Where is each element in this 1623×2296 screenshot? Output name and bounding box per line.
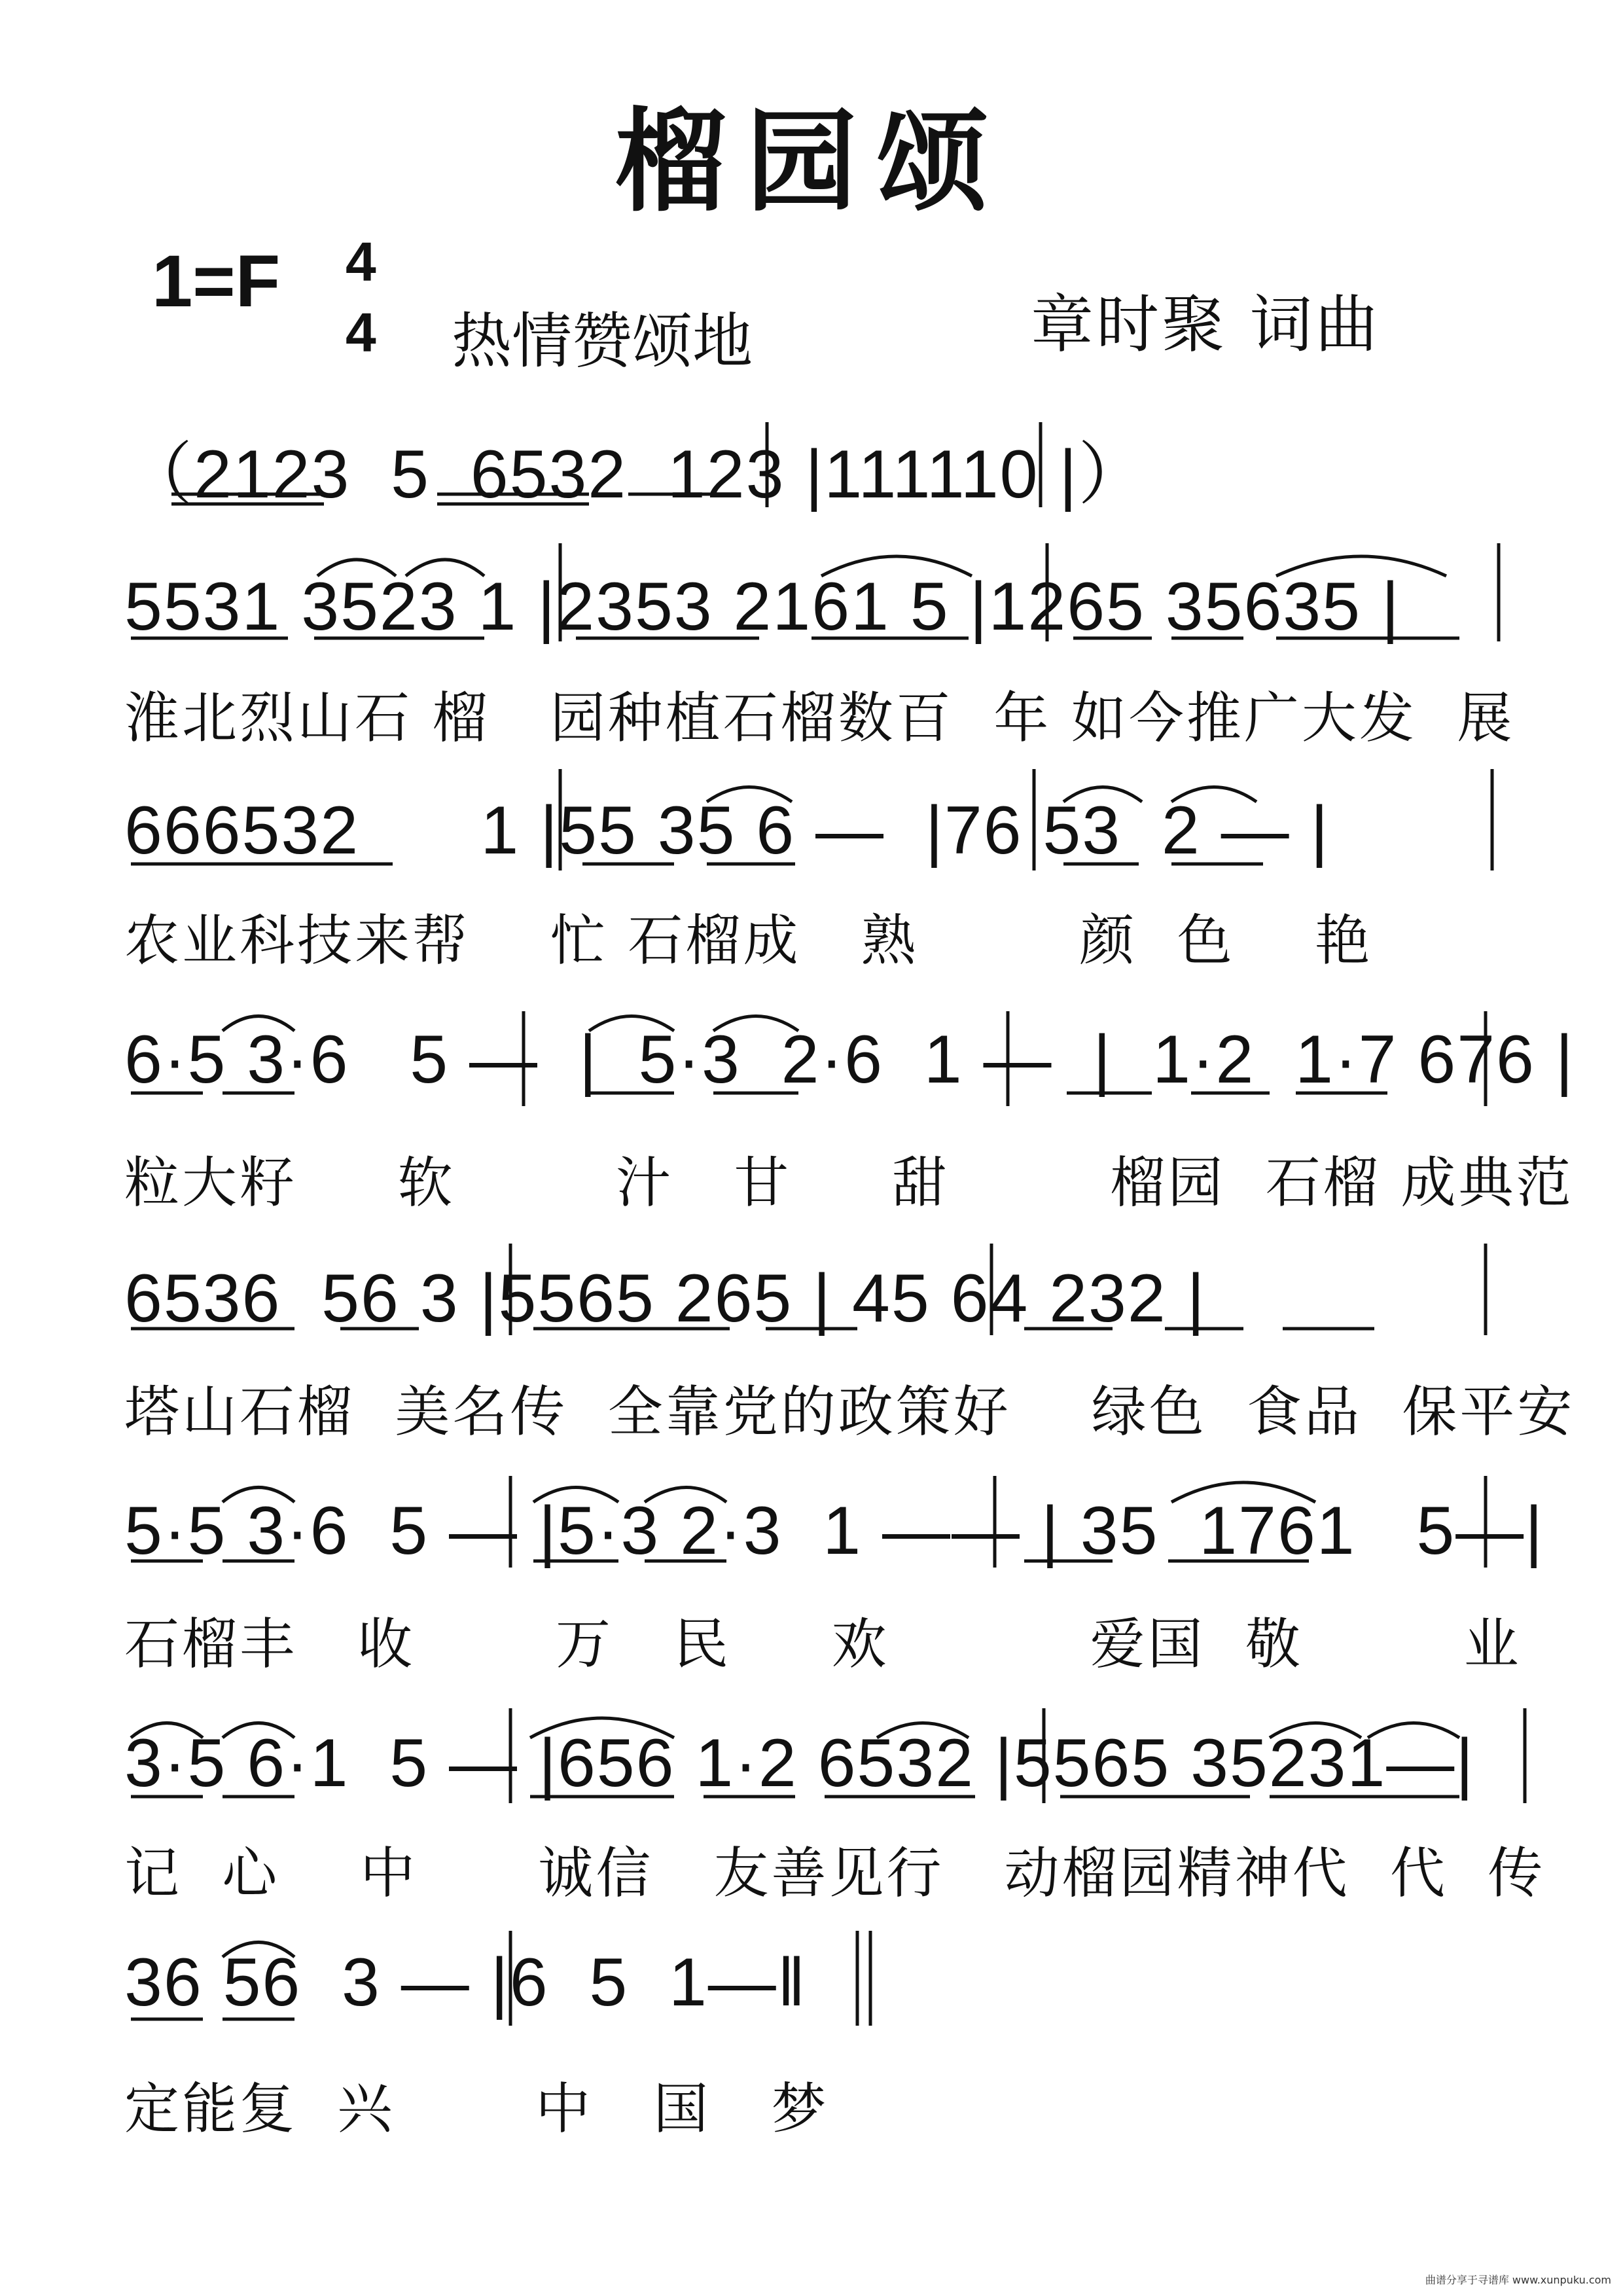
time-signature-bottom: 4 xyxy=(346,302,376,363)
lyric-row-5: 石榴丰 收 万 民 欢 爱国 敬 业 xyxy=(124,1612,1522,1676)
key-signature: 1=F xyxy=(152,240,281,322)
lyric-row-7: 定能复 兴 中 国 梦 xyxy=(124,2077,829,2141)
lyric-row-6: 记 心 中 诚信 友善见行 动榴园精神代 代 传 xyxy=(124,1841,1546,1905)
notation-row-3: 6·5 3·6 5 — | 5·3 2·6 1 — | 1·2 1·7 676 | xyxy=(124,1022,1575,1098)
notation-row-1: 5531 3523 1 |2353 2161 5 |1265 35635 | xyxy=(124,569,1400,645)
notation-row-4: 6536 56 3 |5565 265 | 45 64 232 | xyxy=(124,1261,1206,1336)
time-signature-top: 4 xyxy=(346,231,376,293)
lyric-row-1: 淮北烈山石 榴 园种植石榴数百 年 如今推广大发 展 xyxy=(124,686,1515,750)
notation-row-intro: （2123 5 6532 123 |111110 |） xyxy=(124,437,1148,512)
lyric-row-3: 粒大籽 软 汁 甘 甜 榴园 石榴 成典范 xyxy=(124,1151,1574,1215)
composer-credit: 章时聚 词曲 xyxy=(1031,288,1381,361)
song-title: 榴园颂 xyxy=(615,98,1008,227)
lyric-row-2: 农业科技来帮 忙 石榴成 熟 颜 色 艳 xyxy=(124,908,1373,973)
notation-row-7: 36 56 3 — |6 5 1—‖ xyxy=(124,1945,807,2020)
notation-row-6: 3·5 6·1 5 — |656 1·2 6532 |5565 35231—| xyxy=(124,1725,1475,1801)
notation-row-5: 5·5 3·6 5 — |5·3 2·3 1 —— | 35 1761 5—| xyxy=(124,1493,1544,1569)
lyric-row-4: 塔山石榴 美名传 全靠党的政策好 绿色 食品 保平安 xyxy=(124,1380,1575,1444)
tempo-marking: 热情赞颂地 xyxy=(452,306,753,376)
footer-watermark: 曲谱分享于寻谱库 www.xunpuku.com xyxy=(1425,2274,1611,2286)
notation-row-2: 666532 1 |55 35 6 — |76 53 2 — | xyxy=(124,793,1330,869)
